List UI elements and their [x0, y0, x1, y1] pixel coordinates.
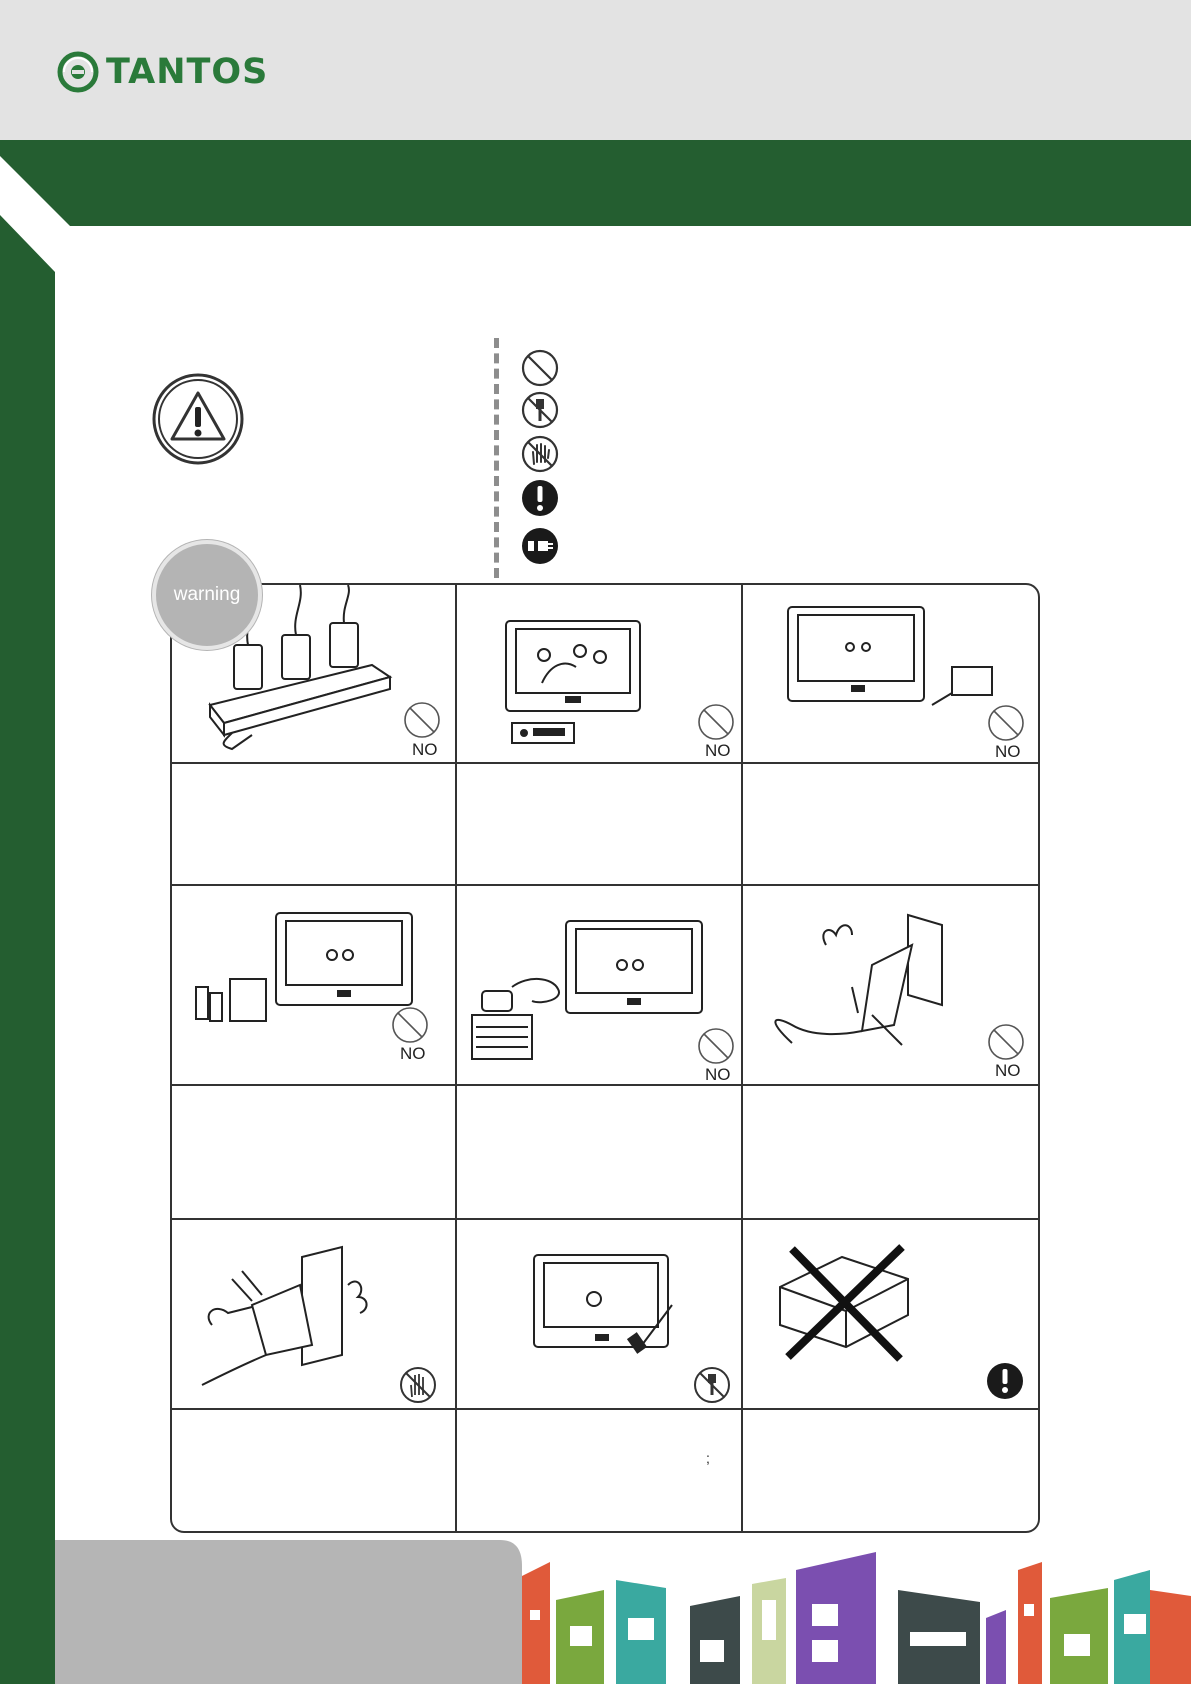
safety-grid [170, 583, 1040, 1533]
panel-wet-hand-plug [202, 1247, 367, 1385]
panel-1-no-mark [405, 703, 439, 759]
warning-badge [152, 540, 262, 650]
panel-monitor-on-heater [506, 621, 640, 743]
no-label: NO [412, 740, 438, 759]
panel-4-no-mark [393, 1008, 427, 1063]
no-touch-icon [520, 434, 560, 474]
no-label: NO [705, 1065, 731, 1084]
unplug-icon [520, 526, 560, 566]
brand-name: TANTOS [106, 52, 269, 92]
legend-divider [494, 338, 499, 578]
panel-3-no-mark [989, 706, 1023, 761]
panel-5-no-mark [699, 1029, 733, 1084]
tantos-logo-mark-icon [56, 50, 100, 94]
panel-pulling-damaged-plug [775, 915, 942, 1045]
panel-9-mandatory-mark [987, 1363, 1023, 1399]
warning-triangle-icon [150, 371, 246, 467]
panel-8-no-disassembly-mark [695, 1368, 729, 1402]
panel-monitor-near-humidifier [788, 607, 992, 705]
panel-2-no-mark [699, 705, 733, 760]
no-label: NO [400, 1044, 426, 1063]
panel-monitor-near-steam [472, 921, 702, 1059]
tantos-logo [56, 46, 268, 98]
panel-6-no-mark [989, 1025, 1023, 1080]
no-label: NO [995, 742, 1021, 761]
panel-crossed-out-power-adapter [780, 1247, 908, 1359]
safety-grid-drawing [172, 585, 1038, 1531]
no-label: NO [705, 741, 731, 760]
no-disassembly-icon [520, 390, 560, 430]
panel-screwdriver-on-monitor [534, 1255, 672, 1352]
bottom-city-decoration [0, 1540, 1191, 1684]
no-label: NO [995, 1061, 1021, 1080]
panel-7-no-touch-mark [401, 1368, 435, 1402]
prohibited-icon [520, 348, 560, 388]
panel-monitor-near-chemicals [196, 913, 412, 1021]
svg-text:;: ; [706, 1450, 710, 1466]
mandatory-icon [520, 478, 560, 518]
warning-badge-label: warning [173, 584, 241, 605]
